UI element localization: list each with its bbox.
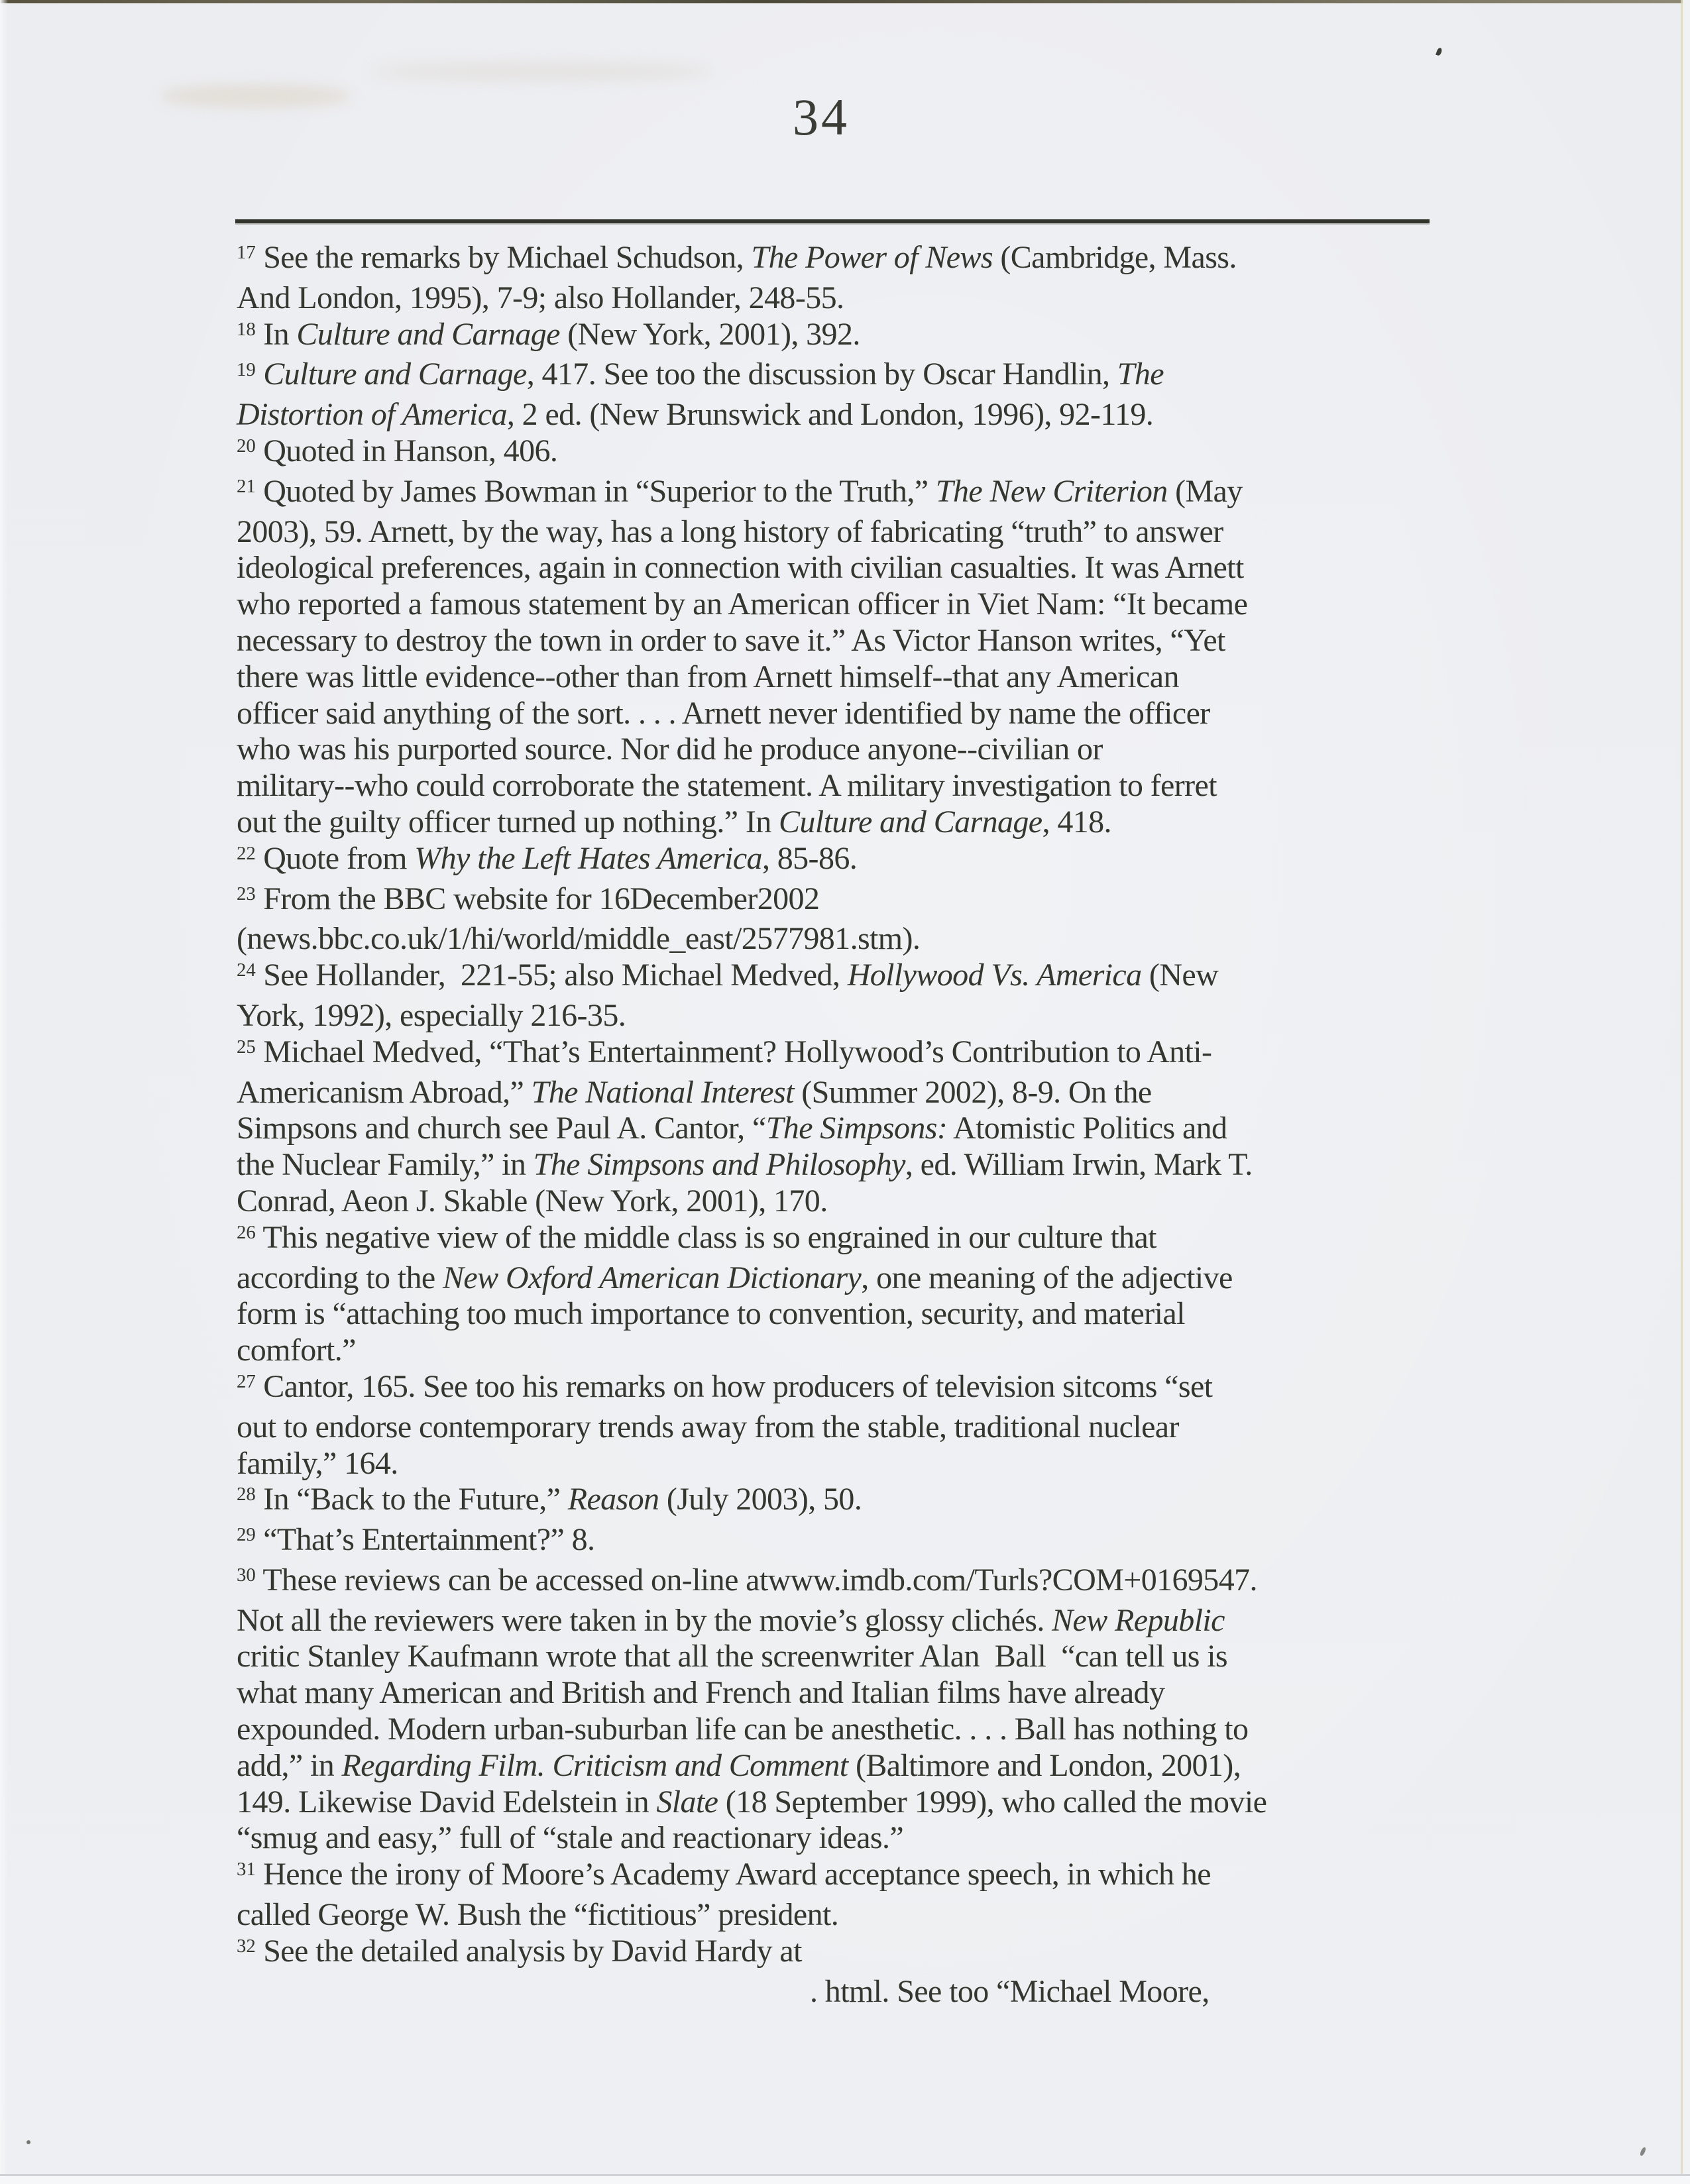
text-segment: (May (1167, 473, 1243, 509)
italic-text-segment: Culture and Carnage (263, 356, 527, 392)
text-line (237, 1220, 1430, 1260)
text-segment: Quote from (255, 840, 415, 876)
text-line (237, 768, 1430, 804)
text-segment: family,” 164. (237, 1445, 398, 1481)
scan-speck (1639, 2146, 1646, 2156)
footnote-marker: 23 (237, 883, 256, 904)
text-line (237, 1147, 1430, 1183)
text-segment: York, 1992), especially 216-35. (237, 997, 626, 1033)
text-line (237, 433, 1430, 474)
text-line (237, 732, 1430, 768)
text-line (237, 957, 1430, 998)
text-segment: there was little evidence--other than from Arnett himself--that any American (237, 659, 1179, 694)
italic-text-segment: Why the Left Hates America (414, 840, 762, 876)
text-line (237, 1603, 1430, 1639)
italic-text-segment: New Oxford American Dictionary (443, 1260, 862, 1295)
text-line (237, 1296, 1430, 1333)
text-segment: (July 2003), 50. (659, 1482, 862, 1517)
text-segment: “smug and easy,” full of “stale and reactionary ideas.” (237, 1820, 904, 1856)
text-segment: Quoted in Hanson, 406. (255, 433, 558, 468)
text-segment: , 418. (1042, 804, 1111, 840)
text-segment: military--who could corroborate the statement. A military investigation to ferret (237, 768, 1217, 804)
text-line (237, 659, 1430, 696)
scan-bottom-margin (0, 2176, 1690, 2184)
scan-speck (27, 2140, 30, 2144)
text-segment: the Nuclear Family,” in (237, 1147, 534, 1183)
text-segment: (Cambridge, Mass. (992, 240, 1237, 275)
footnote-marker: 19 (237, 358, 256, 380)
text-segment: ideological preferences, again in connection with civilian casualties. It was Arnett (237, 550, 1244, 586)
text-segment: “That’s Entertainment?” 8. (255, 1522, 595, 1558)
footnote-marker: 27 (237, 1371, 256, 1393)
text-segment: , one meaning of the adjective (861, 1260, 1233, 1295)
text-segment: form is “attaching too much importance to convention, security, and material (237, 1296, 1185, 1332)
text-segment: necessary to destroy the town in order to save it.” As Victor Hanson writes, “Yet (237, 622, 1225, 658)
text-line (237, 1111, 1430, 1147)
text-line (237, 1897, 1430, 1934)
text-line (237, 841, 1430, 881)
italic-text-segment: Hollywood Vs. America (847, 957, 1142, 993)
text-line (237, 1974, 1430, 2010)
text-line (237, 1446, 1430, 1482)
text-line (237, 1075, 1430, 1111)
text-line (237, 1712, 1430, 1748)
text-segment: Simpsons and church see Paul A. Cantor, “ (237, 1111, 766, 1146)
italic-text-segment: The New Criterion (935, 473, 1168, 509)
text-segment: who was his purported source. Nor did he produce anyone--civilian or (237, 732, 1103, 767)
footnote-marker: 18 (237, 318, 256, 340)
text-line (237, 550, 1430, 586)
text-line (237, 1820, 1430, 1857)
text-segment: called George W. Bush the “fictitious” president. (237, 1897, 839, 1933)
text-segment: And London, 1995), 7-9; also Hollander, 248-55. (237, 280, 844, 315)
italic-text-segment: The Power of News (751, 240, 993, 275)
text-segment: 149. Likewise David Edelstein in (237, 1784, 657, 1820)
italic-text-segment: The National Interest (531, 1074, 794, 1110)
text-line (237, 356, 1430, 397)
text-line (237, 1369, 1430, 1409)
italic-text-segment: New Republic (1052, 1602, 1225, 1638)
text-segment: Hence the irony of Moore’s Academy Award acceptance speech, in which he (255, 1857, 1211, 1892)
text-line (237, 397, 1430, 433)
text-segment: Conrad, Aeon J. Skable (New York, 2001), 170. (237, 1183, 828, 1219)
footnote-marker: 32 (237, 1936, 256, 1957)
text-segment: These reviews can be accessed on-line atwww.imdb.com/Turls?COM+0169547. (255, 1562, 1257, 1598)
text-segment: add,” in (237, 1747, 342, 1783)
text-line (237, 514, 1430, 551)
text-segment: Michael Medved, “That’s Entertainment? Hollywood’s Contribution to Anti- (255, 1034, 1212, 1069)
italic-text-segment: Reason (567, 1482, 659, 1517)
text-segment: critic Stanley Kaufmann wrote that all the screenwriter Alan Ball “can tell us is (237, 1639, 1228, 1674)
text-line (237, 1333, 1430, 1369)
text-segment: officer said anything of the sort. . . . Arnett never identified by name the officer (237, 695, 1210, 731)
text-segment: (New (1141, 957, 1219, 993)
text-line (237, 1522, 1430, 1562)
footnote-marker: 17 (237, 242, 256, 264)
text-line (237, 1482, 1430, 1522)
text-segment: , 85-86. (761, 840, 858, 876)
text-line (237, 1034, 1430, 1075)
footnote-marker: 26 (237, 1221, 256, 1243)
italic-text-segment: Regarding Film. Criticism and Comment (341, 1747, 848, 1783)
text-segment: , 417. See too the discussion by Oscar Handlin, (526, 356, 1117, 392)
text-line (237, 586, 1430, 623)
scan-right-edge (1683, 0, 1690, 2184)
text-segment: out to endorse contemporary trends away from the stable, traditional nuclear (237, 1409, 1179, 1445)
text-line (237, 1857, 1430, 1897)
text-line (237, 998, 1430, 1034)
text-segment: In “Back to the Future,” (255, 1482, 568, 1517)
text-line (237, 240, 1430, 280)
text-segment: (Summer 2002), 8-9. On the (793, 1074, 1152, 1110)
text-line (237, 623, 1430, 659)
text-line (237, 1748, 1430, 1784)
scan-left-edge (0, 0, 8, 2184)
text-segment: This negative view of the middle class is so engrained in our culture that (255, 1219, 1156, 1255)
text-segment: See the detailed analysis by David Hardy at (255, 1933, 802, 1969)
text-segment: Americanism Abroad,” (237, 1074, 532, 1110)
text-line (237, 1675, 1430, 1712)
footnotes-block (237, 240, 1430, 2010)
text-line (237, 696, 1430, 732)
text-segment: From the BBC website for 16December2002 (255, 881, 820, 916)
scan-smudge (159, 85, 351, 107)
text-segment: according to the (237, 1260, 443, 1295)
text-segment: Atomistic Politics and (947, 1111, 1227, 1146)
text-segment: Cantor, 165. See too his remarks on how producers of television sitcoms “set (255, 1368, 1213, 1404)
text-segment: See Hollander, 221-55; also Michael Medved, (255, 957, 848, 993)
text-segment: See the remarks by Michael Schudson, (255, 240, 752, 275)
italic-text-segment: Slate (656, 1784, 718, 1820)
footnote-marker: 21 (237, 475, 256, 497)
text-line (237, 1562, 1430, 1603)
text-line (237, 921, 1430, 957)
text-line (237, 1183, 1430, 1220)
text-line (237, 317, 1430, 357)
text-line (237, 280, 1430, 317)
text-segment: what many American and British and French and Italian films have already (237, 1675, 1165, 1711)
text-segment: comfort.” (237, 1333, 356, 1368)
italic-text-segment: The Simpsons and Philosophy (533, 1147, 905, 1183)
footnote-marker: 31 (237, 1859, 256, 1881)
text-line (237, 1409, 1430, 1446)
text-line (237, 1260, 1430, 1297)
text-line (237, 1784, 1430, 1821)
text-line (237, 1639, 1430, 1675)
text-segment: (Baltimore and London, 2001), (848, 1747, 1241, 1783)
scan-smudge (371, 63, 716, 80)
footnote-marker: 22 (237, 842, 256, 864)
footnote-marker: 30 (237, 1564, 256, 1586)
footnote-marker: 20 (237, 435, 256, 457)
text-segment: who reported a famous statement by an American officer in Viet Nam: “It became (237, 586, 1248, 622)
text-segment: In (255, 316, 297, 352)
text-segment: 2003), 59. Arnett, by the way, has a long history of fabricating “truth” to answer (237, 514, 1223, 549)
italic-text-segment: The Simpsons: (765, 1111, 948, 1146)
footnote-marker: 29 (237, 1524, 256, 1546)
text-line (237, 804, 1430, 841)
footnote-marker: 24 (237, 959, 256, 981)
text-segment: . html. See too “Michael Moore, (810, 1973, 1210, 2009)
scan-top-edge (0, 0, 1690, 3)
text-segment (256, 356, 263, 392)
page-number: 34 (793, 88, 850, 146)
text-line (237, 881, 1430, 922)
text-segment: Not all the reviewers were taken in by the movie’s glossy clichés. (237, 1602, 1052, 1638)
scan-speck (1436, 47, 1443, 56)
text-segment: (18 September 1999), who called the movie (718, 1784, 1267, 1820)
text-segment: , 2 ed. (New Brunswick and London, 1996), 92-119. (506, 397, 1154, 433)
text-segment: (news.bbc.co.uk/1/hi/world/middle_east/2577981.stm). (237, 921, 921, 957)
text-segment: expounded. Modern urban-suburban life can be anesthetic. . . . Ball has nothing to (237, 1712, 1249, 1747)
text-segment: out the guilty officer turned up nothing.” In (237, 804, 779, 840)
footnote-marker: 25 (237, 1036, 256, 1058)
italic-text-segment: Distortion of America (237, 397, 507, 433)
text-segment: Quoted by James Bowman in “Superior to the Truth,” (255, 473, 936, 509)
text-segment: , ed. William Irwin, Mark T. (905, 1147, 1253, 1183)
text-segment: (New York, 2001), 392. (559, 316, 860, 352)
footnote-divider-rule (235, 219, 1430, 223)
footnote-marker: 28 (237, 1484, 256, 1505)
italic-text-segment: Culture and Carnage (779, 804, 1042, 840)
italic-text-segment: The (1117, 356, 1164, 392)
text-line (237, 1934, 1430, 1974)
text-line (237, 474, 1430, 514)
italic-text-segment: Culture and Carnage (296, 316, 560, 352)
